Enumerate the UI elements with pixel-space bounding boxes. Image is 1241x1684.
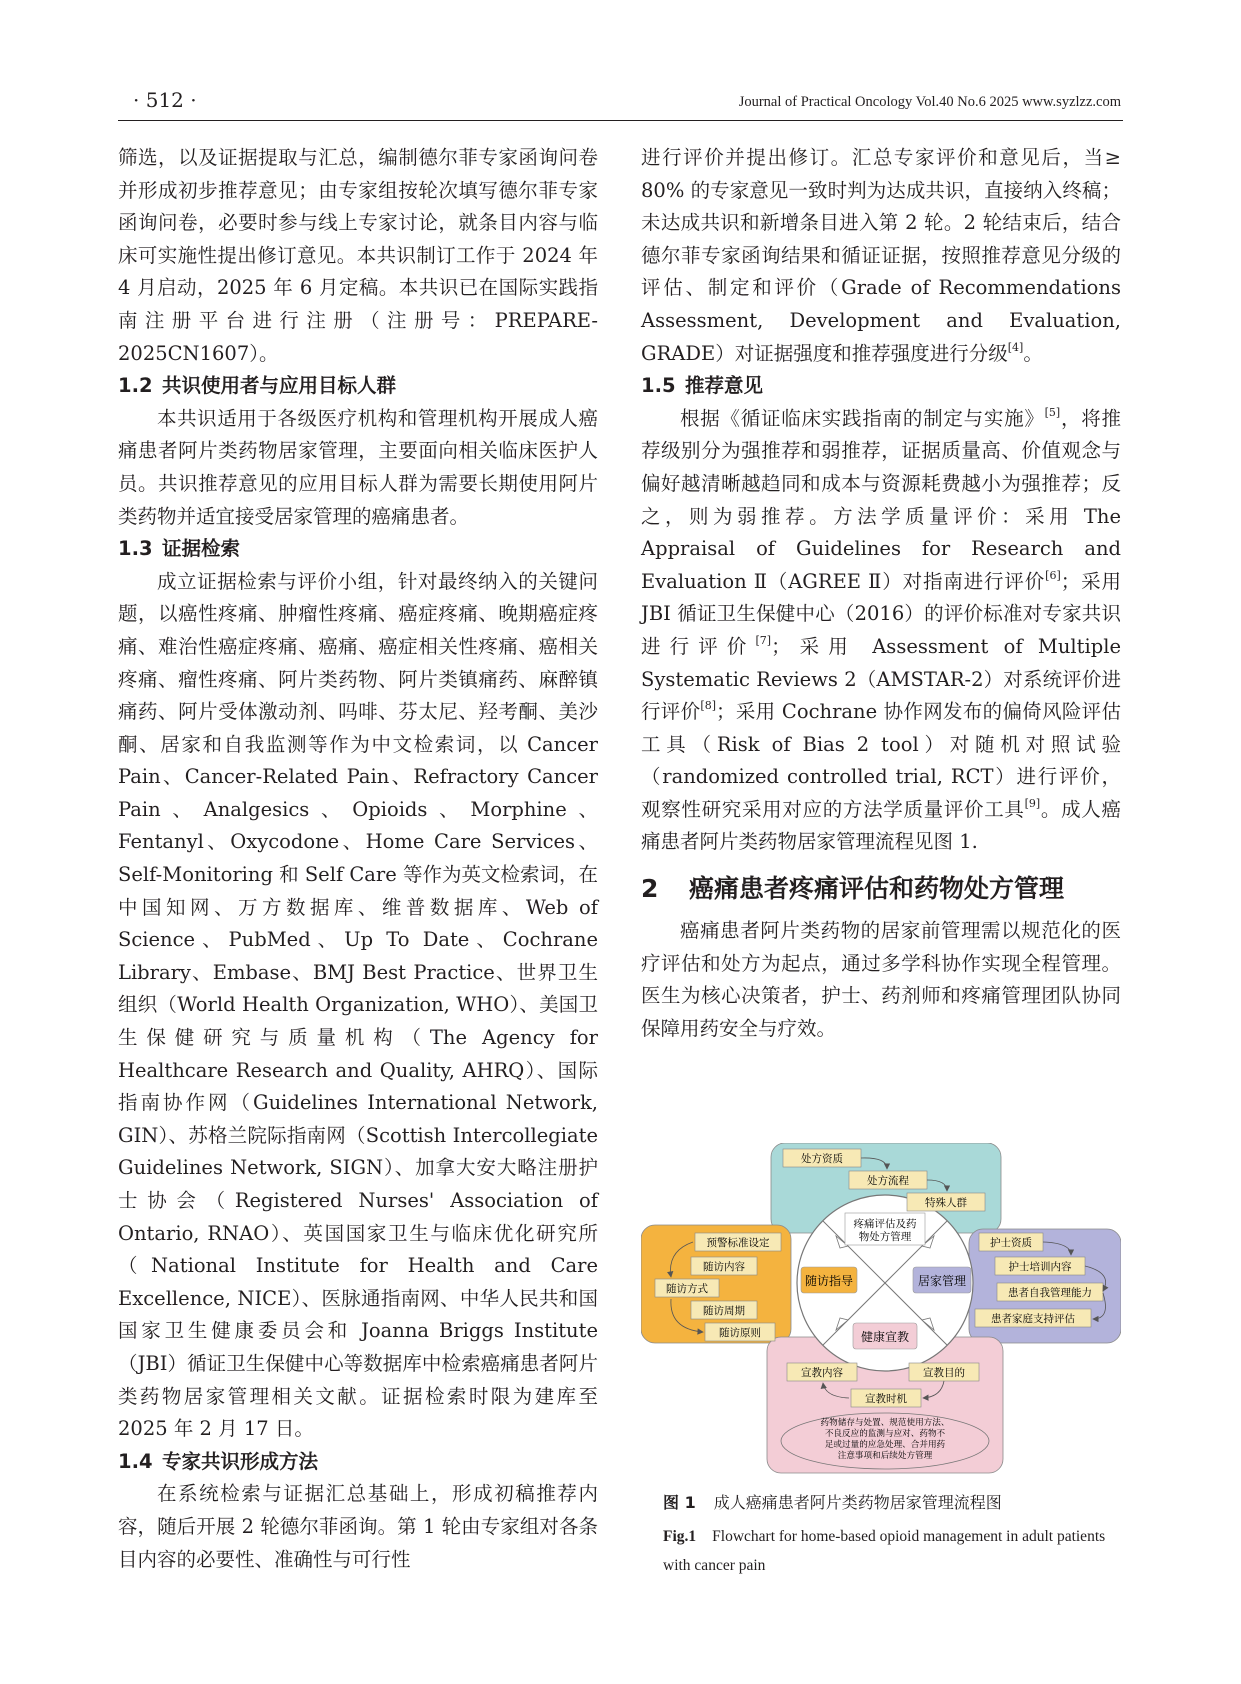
caption-text: 成人癌痛患者阿片类药物居家管理流程图: [713, 1493, 1002, 1512]
right-item-1: 护士资质: [990, 1237, 1032, 1249]
right-item-2: 护士培训内容: [1008, 1261, 1072, 1273]
left-item-2: 随访内容: [703, 1261, 745, 1273]
paragraph-pain-assessment: 癌痛患者阿片类药物的居家前管理需以规范化的医疗评估和处方为起点，通过多学科协作实现全程管理。医生为核心决策者，护士、药剂师和疼痛管理团队协同保障用药安全与疗效。: [641, 919, 1121, 1040]
text-run: ，将推荐级别分为强推荐和弱推荐，证据质量高、价值观念与偏好越清晰越趋同和成本与资源耗费越小为强推荐；反之，则为弱推荐。方法学质量评价：采用 The Appraisal of Guidelines for Research and Evaluation Ⅱ（AGREE Ⅱ）对指南进行评价: [641, 406, 1121, 593]
bottom-note-line-3: 足或过量的应急处理、合并用药: [824, 1440, 946, 1450]
citation: [9]: [1024, 796, 1041, 810]
caption-label: 图 1: [663, 1493, 696, 1512]
section-title: 推荐意见: [685, 374, 764, 398]
bottom-item-2: 宣教目的: [923, 1367, 965, 1379]
caption-text: Flowchart for home-based opioid management in adult patients with cancer pain: [663, 1528, 1106, 1574]
left-item-5: 随访原则: [719, 1327, 761, 1339]
right-column: [641, 142, 1121, 1045]
text-run: 根据《循证临床实践指南的制定与实施》: [680, 406, 1045, 430]
section-number: 2: [641, 874, 659, 904]
right-item-3: 患者自我管理能力: [1008, 1287, 1092, 1299]
left-item-4: 随访周期: [703, 1305, 745, 1317]
section-title: 共识使用者与应用目标人群: [162, 374, 397, 398]
center-right-label: 居家管理: [917, 1274, 967, 1288]
section-heading-1-4: [118, 1446, 598, 1479]
text-run: ；采用 Cochrane 协作网发布的偏倚风险评估工具（Risk of Bias 2 tool）对随机对照试验（randomized controlled trial, RCT）进行评价，观察性研究采用对应的方法学质量评价工具: [641, 700, 1121, 821]
section-number: 1.5: [641, 374, 676, 398]
paragraph-continued-right: [641, 142, 1121, 370]
figure-caption-en: [663, 1522, 1123, 1580]
page-number: · 512 ·: [133, 88, 197, 112]
journal-header: Journal of Practical Oncology Vol.40 No.6 2025 www.syzlzz.com: [738, 94, 1121, 110]
center-top-label: 疼痛评估及药物处方管理: [853, 1218, 917, 1243]
section-title: 癌痛患者疼痛评估和药物处方管理: [689, 874, 1065, 904]
section-title: 证据检索: [162, 537, 241, 561]
text-run: 进行评价并提出修订。汇总专家评价和意见后，当≥ 80% 的专家意见一致时判为达成共识，直接纳入终稿；未达成共识和新增条目进入第 2 轮。2 轮结束后，结合德尔菲专家函询结果和循证证据，按照推荐意见分级的评估、制定和评价（Grade of Recommendations Assessment, Development and Evaluation, GRADE）对证据强度和推荐强度进行分级: [641, 146, 1121, 365]
citation: [4]: [1007, 340, 1024, 354]
figure-caption-cn: [663, 1490, 1002, 1513]
flowchart-svg: [641, 1143, 1121, 1475]
bottom-item-1: 宣教内容: [801, 1367, 843, 1379]
paragraph-consensus-method: 在系统检索与证据汇总基础上，形成初稿推荐内容，随后开展 2 轮德尔菲函询。第 1 轮由专家组对各条目内容的必要性、准确性与可行性: [118, 1482, 598, 1571]
caption-label: Fig.1: [663, 1528, 697, 1545]
left-item-1: 预警标准设定: [706, 1237, 770, 1249]
paragraph-continued: 筛选，以及证据提取与汇总，编制德尔菲专家函询问卷并形成初步推荐意见；由专家组按轮次填写德尔菲专家函询问卷，必要时参与线上专家讨论，就条目内容与临床可实施性提出修订意见。本共识制订工作于 2024 年 4 月启动，2025 年 6 月定稿。本共识已在国际实践指南注册平台进行注册（注册号：PREPARE-2025CN1607）。: [118, 146, 598, 365]
section-title: 专家共识形成方法: [162, 1449, 319, 1473]
citation: [8]: [700, 699, 717, 713]
paragraph-recommendations: [641, 403, 1121, 859]
text-run: ；采用 Assessment of Multiple Systematic Reviews 2（AMSTAR-2）对系统评价进行评价: [641, 634, 1121, 724]
text-run: 。: [1023, 341, 1043, 365]
paragraph-evidence-search: 成立证据检索与评价小组，针对最终纳入的关键问题，以癌性疼痛、肿瘤性疼痛、癌症疼痛、晚期癌症疼痛、难治性癌症疼痛、癌痛、癌症相关性疼痛、癌相关疼痛、瘤性疼痛、阿片类药物、阿片类镇痛药、麻醉镇痛药、阿片受体激动剂、吗啡、芬太尼、羟考酮、美沙酮、居家和自我监测等作为中文检索词，以 Cancer Pain、Cancer-Related Pain、Refractory Cancer Pain、Analgesics、Opioids、Morphine、Fentanyl、Oxycodone、Home Care Services、Self-Monitoring 和 Self Care 等作为英文检索词，在中国知网、万方数据库、维普数据库、Web of Science、PubMed、Up To Date、Cochrane Library、Embase、BMJ Best Practice、世界卫生组织（World Health Organization, WHO）、美国卫生保健研究与质量机构（The Agency for Healthcare Research and Quality, AHRQ）、国际指南协作网（Guidelines International Network, GIN）、苏格兰院际指南网（Scottish Intercollegiate Guidelines Network, SIGN）、加拿大安大略注册护士协会（Registered Nurses' Association of Ontario, RNAO）、英国国家卫生与临床优化研究所（National Institute for Health and Care Excellence, NICE）、医脉通指南网、中华人民共和国国家卫生健康委员会和 Joanna Briggs Institute（JBI）循证卫生保健中心等数据库中检索癌痛患者阿片类药物居家管理相关文献。证据检索时限为建库至 2025 年 2 月 17 日。: [118, 569, 598, 1441]
section-heading-1-5: [641, 370, 1121, 403]
center-left-label: 随访指导: [804, 1274, 854, 1288]
left-item-3: 随访方式: [666, 1283, 708, 1295]
section-heading-1-3: [118, 533, 598, 566]
citation: [6]: [1045, 568, 1061, 582]
top-item-1: 处方资质: [801, 1153, 843, 1165]
bottom-note-line-1: 药物储存与处置、规范使用方法、: [820, 1418, 950, 1428]
section-heading-2: [641, 869, 1121, 909]
top-item-2: 处方流程: [867, 1175, 909, 1187]
bottom-note-line-2: 不良反应的监测与应对、药物不: [824, 1429, 946, 1439]
citation: [7]: [755, 633, 772, 647]
right-item-4: 患者家庭支持评估: [991, 1313, 1075, 1325]
section-heading-1-2: [118, 370, 598, 403]
paragraph-target-population: 本共识适用于各级医疗机构和管理机构开展成人癌痛患者阿片类药物居家管理，主要面向相关临床医护人员。共识推荐意见的应用目标人群为需要长期使用阿片类药物并适宜接受居家管理的癌痛患者。: [118, 406, 598, 528]
left-column: [118, 142, 598, 1576]
bottom-note-line-4: 注意事项和后续处方管理: [837, 1451, 933, 1461]
bottom-item-3: 宣教时机: [865, 1393, 907, 1405]
header-rule: [118, 120, 1123, 121]
figure-flowchart: [641, 1143, 1121, 1475]
top-item-3: 特殊人群: [925, 1197, 967, 1209]
text-run: ；采用 JBI 循证卫生保健中心（2016）的评价标准对专家共识进行评价: [641, 569, 1121, 658]
citation: [5]: [1044, 405, 1061, 419]
center-bottom-label: 健康宣教: [860, 1330, 910, 1344]
section-number: 1.2: [118, 374, 153, 398]
text-run: 。成人癌痛患者阿片类药物居家管理流程见图 1.: [641, 797, 1121, 854]
section-number: 1.3: [118, 537, 153, 561]
section-number: 1.4: [118, 1449, 153, 1473]
